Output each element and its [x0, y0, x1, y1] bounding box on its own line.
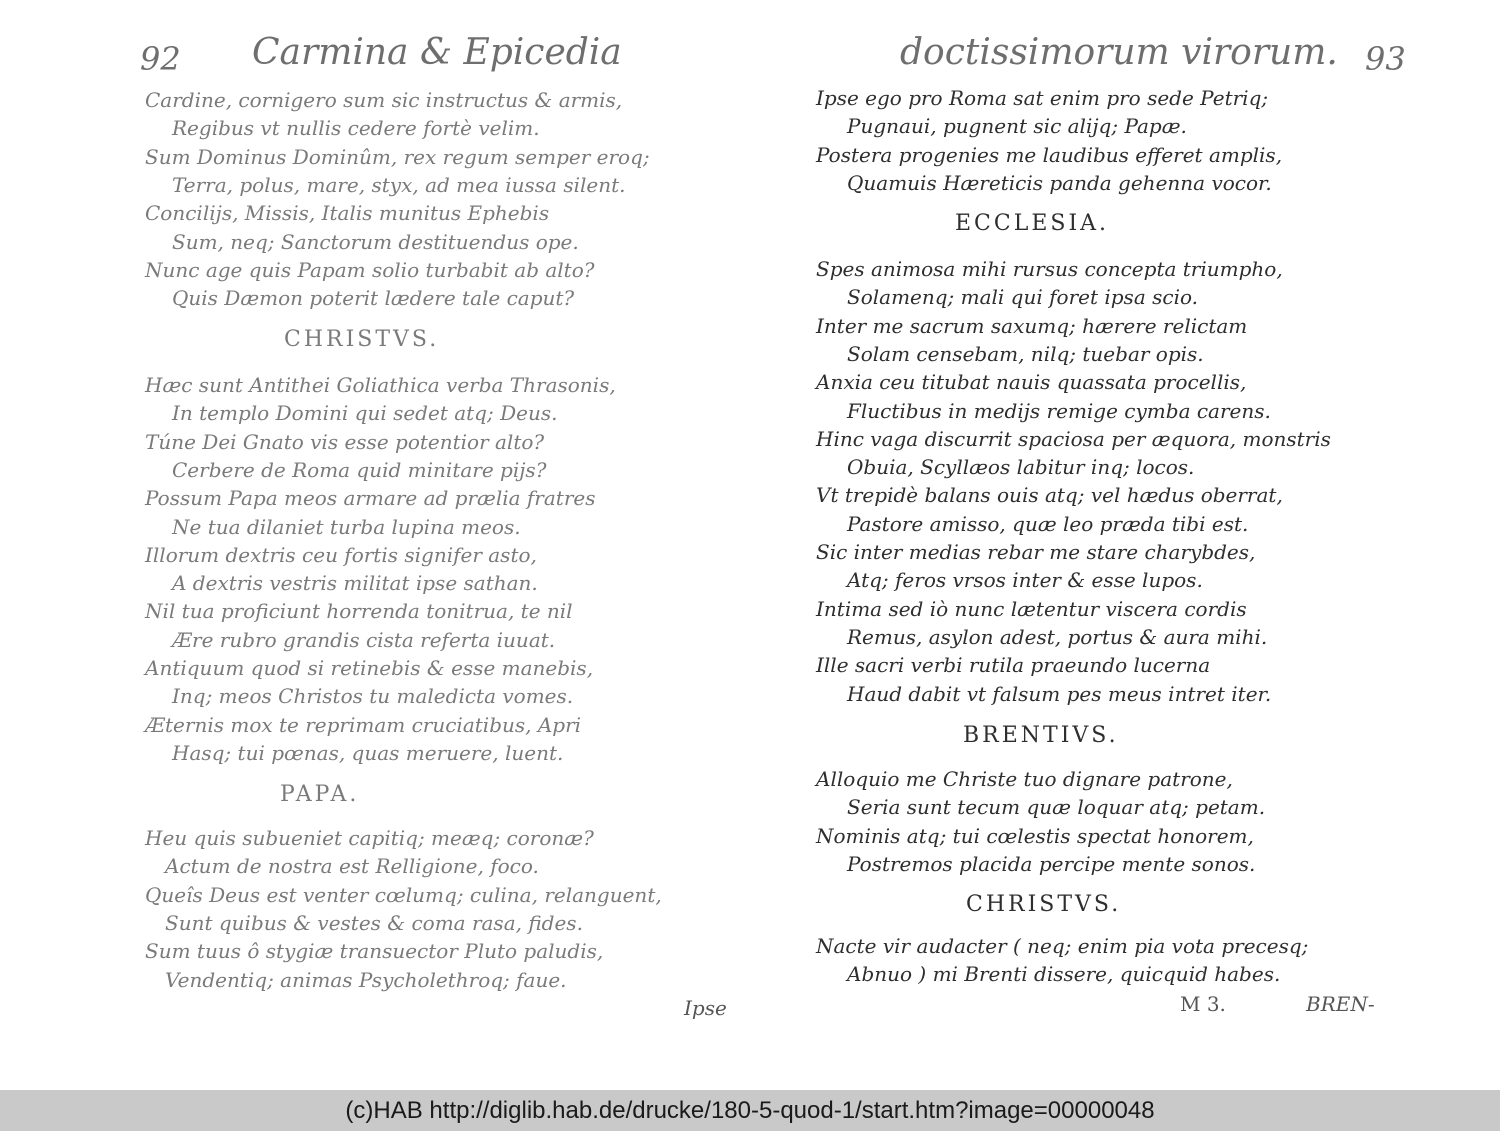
left-page-number: 92 — [140, 40, 181, 78]
verse-line: In templo Domini qui sedet atq; Deus. — [172, 401, 558, 426]
verse-line: Antiquum quod si retinebis & esse manebis, — [145, 656, 594, 680]
section-heading-brentius: BRENTIVS. — [963, 723, 1119, 748]
verse-line: Ære rubro grandis cista referta iuuat. — [172, 627, 556, 652]
verse-line: Cardine, cornigero sum sic instructus & armis, — [145, 88, 623, 112]
footer-bar — [0, 1090, 1500, 1131]
verse-line: Concilijs, Missis, Italis munitus Ephebis — [145, 201, 550, 226]
verse-line: Nacte vir audacter ( neq; enim pia vota precesq; — [816, 934, 1309, 958]
section-heading-christus-right: CHRISTVS. — [966, 892, 1122, 917]
signature-mark: M 3. — [1180, 992, 1226, 1016]
verse-line: Nominis atq; tui cœlestis spectat honorem, — [816, 823, 1254, 848]
section-heading-christus: CHRISTVS. — [284, 327, 440, 352]
verse-line: Sum, neq; Sanctorum destituendus ope. — [172, 229, 579, 254]
verse-line: Regibus vt nullis cedere fortè velim. — [172, 116, 540, 141]
verse-line: Sunt quibus & vestes & coma rasa, fides. — [165, 910, 583, 935]
footer-url-text: (c)HAB http://diglib.hab.de/drucke/180-5-quod-1/start.htm?image=00000048 — [345, 1097, 1155, 1124]
verse-line: Atq; feros vrsos inter & esse lupos. — [847, 568, 1203, 593]
verse-line: Vt trepidè balans ouis atq; vel hædus oberrat, — [816, 483, 1283, 508]
verse-line: Pastore amisso, quæ leo præda tibi est. — [847, 511, 1249, 536]
verse-line: Hæc sunt Antithei Goliathica verba Thrasonis, — [145, 373, 616, 397]
verse-line: Possum Papa meos armare ad prælia fratres — [145, 486, 596, 511]
section-heading-papa: PAPA. — [280, 782, 360, 807]
verse-line: Seria sunt tecum quæ loquar atq; petam. — [847, 795, 1266, 820]
verse-line: Alloquio me Christe tuo dignare patrone, — [816, 767, 1233, 791]
verse-line: Haud dabit vt falsum pes meus intret iter. — [847, 681, 1272, 706]
verse-line: Ille sacri verbi rutila praeundo lucerna — [816, 653, 1211, 678]
verse-line: Actum de nostra est Relligione, foco. — [165, 854, 539, 879]
verse-line: Ne tua dilaniet turba lupina meos. — [172, 514, 521, 539]
verse-line: Nunc age quis Papam solio turbabit ab alto? — [145, 257, 595, 282]
verse-line: Fluctibus in medijs remige cymba carens. — [847, 398, 1271, 423]
verse-line: Túne Dei Gnato vis esse potentior alto? — [145, 429, 545, 454]
section-heading-ecclesia: ECCLESIA. — [955, 211, 1110, 236]
verse-line: Vendentiq; animas Psycholethroq; faue. — [165, 967, 567, 992]
verse-line: Solamenq; mali qui foret ipsa scio. — [847, 285, 1199, 310]
verse-line: Hasq; tui pœnas, quas meruere, luent. — [172, 740, 564, 765]
right-page — [750, 0, 1500, 1090]
left-catchword: Ipse — [684, 996, 727, 1020]
verse-line: Sum Dominus Dominûm, rex regum semper eroq; — [145, 144, 650, 169]
verse-line: Nil tua proficiunt horrenda tonitrua, te nil — [145, 599, 573, 624]
verse-line: Abnuo ) mi Brenti dissere, quicquid habes. — [847, 962, 1281, 987]
left-running-head: Carmina & Epicedia — [252, 32, 622, 73]
verse-line: Inq; meos Christos tu maledicta vomes. — [172, 684, 574, 709]
right-catchword: BREN- — [1306, 992, 1375, 1016]
verse-line: Spes animosa mihi rursus concepta triumpho, — [816, 257, 1283, 281]
verse-line: Anxia ceu titubat nauis quassata procellis, — [816, 370, 1247, 395]
verse-line: Obuia, Scyllæos labitur inq; locos. — [847, 455, 1195, 480]
verse-line: Heu quis subueniet capitiq; meæq; coronæ? — [145, 826, 594, 850]
verse-line: Ipse ego pro Roma sat enim pro sede Petriq; — [816, 86, 1269, 110]
verse-line: Solam censebam, nilq; tuebar opis. — [847, 341, 1204, 366]
verse-line: Illorum dextris ceu fortis signifer asto, — [145, 542, 537, 567]
verse-line: Intima sed iò nunc lætentur viscera cordis — [816, 596, 1247, 621]
verse-line: Inter me sacrum saxumq; hærere relictam — [816, 313, 1248, 338]
right-page-number: 93 — [1365, 40, 1406, 78]
verse-line: Remus, asylon adest, portus & aura mihi. — [847, 624, 1268, 649]
right-running-head: doctissimorum virorum. — [900, 32, 1338, 73]
verse-line: Postera progenies me laudibus efferet amplis, — [816, 142, 1283, 167]
verse-line: Sum tuus ô stygiæ transuector Pluto paludis, — [145, 939, 604, 964]
verse-line: Terra, polus, mare, styx, ad mea iussa silent. — [172, 172, 626, 197]
verse-line: A dextris vestris militat ipse sathan. — [172, 571, 538, 596]
verse-line: Pugnaui, pugnent sic alijq; Papæ. — [847, 114, 1187, 139]
verse-line: Postremos placida percipe mente sonos. — [847, 851, 1256, 876]
verse-line: Quis Dæmon poterit lædere tale caput? — [172, 286, 575, 311]
verse-line: Sic inter medias rebar me stare charybdes, — [816, 540, 1256, 564]
verse-line: Queîs Deus est venter cœlumq; culina, relanguent, — [145, 882, 662, 907]
verse-line: Cerbere de Roma quid minitare pijs? — [172, 457, 547, 482]
verse-line: Hinc vaga discurrit spaciosa per æquora, monstris — [816, 426, 1331, 451]
left-page — [0, 0, 750, 1090]
verse-line: Æternis mox te reprimam cruciatibus, Apri — [145, 712, 582, 737]
verse-line: Quamuis Hæreticis panda gehenna vocor. — [847, 170, 1272, 195]
